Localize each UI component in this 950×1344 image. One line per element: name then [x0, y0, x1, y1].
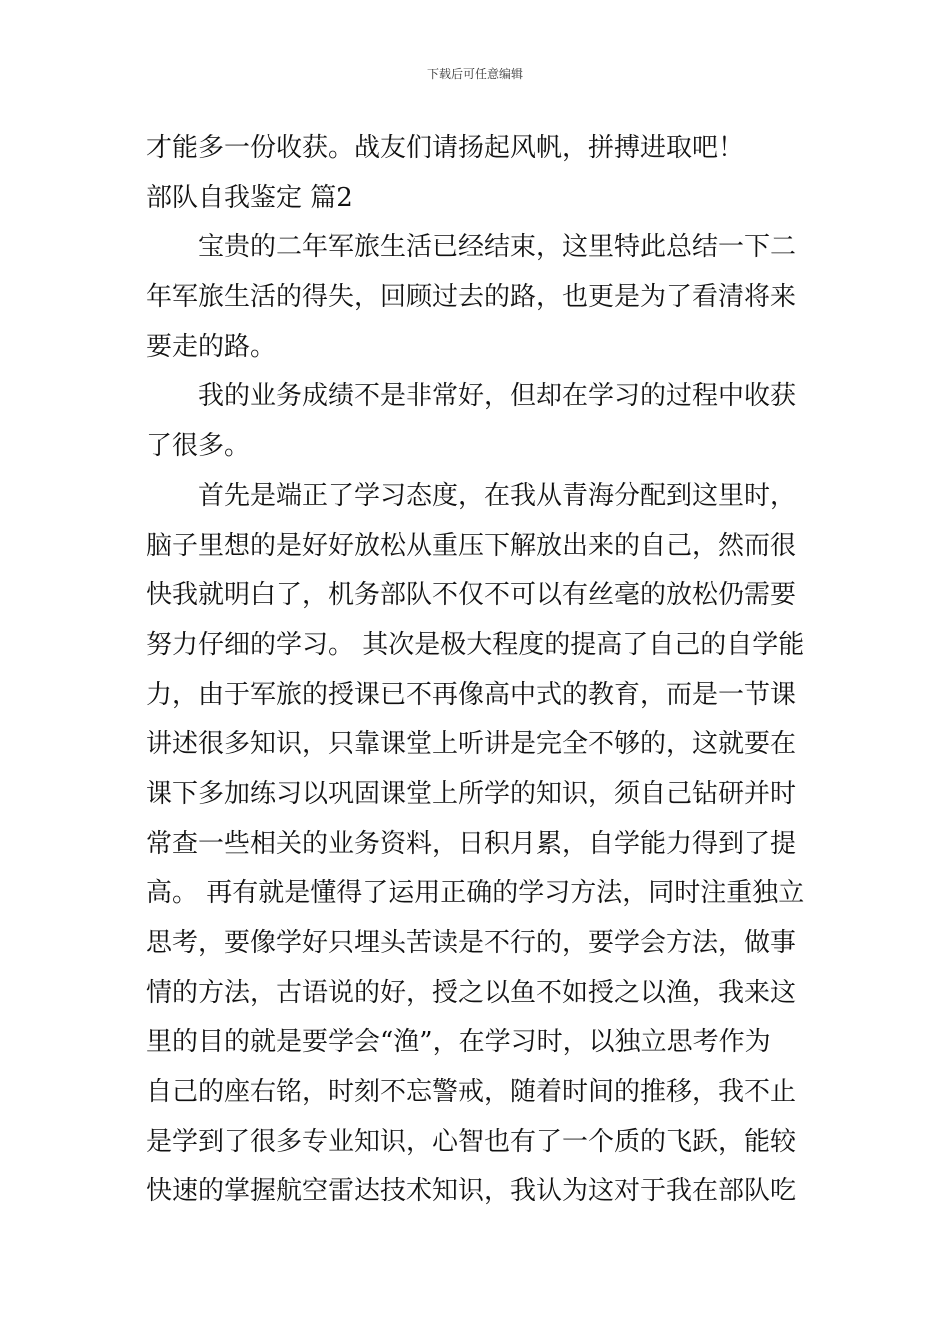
text-line: 首先是端正了学习态度，在我从青海分配到这里时， [198, 480, 797, 511]
document-body [146, 124, 808, 1217]
text-line: 自己的座右铭，时刻不忘警戒，随着时间的推移，我不止 [146, 1077, 797, 1108]
text-line: 脑子里想的是好好放松从重压下解放出来的自己，然而很 [146, 530, 797, 561]
text-line: 里的目的就是要学会“渔”，在学习时，以独立思考作为 [146, 1027, 771, 1058]
text-line: 我的业务成绩不是非常好，但却在学习的过程中收获 [198, 381, 797, 412]
text-line: 思考，要像学好只埋头苦读是不行的，要学会方法，做事 [146, 928, 797, 958]
page-header-note: 下载后可任意编辑 [426, 67, 523, 81]
text-line: 要走的路。 [146, 331, 277, 362]
text-line: 了很多。 [146, 431, 251, 462]
text-line: 才能多一份收获。战友们请扬起风帆，拼搏进取吧！ [146, 133, 745, 163]
text-line: 力，由于军旅的授课已不再像高中式的教育，而是一节课 [146, 679, 797, 710]
text-line: 讲述很多知识，只靠课堂上听讲是完全不够的，这就要在 [146, 729, 797, 760]
text-line: 课下多加练习以巩固课堂上所学的知识，须自己钻研并时 [146, 778, 797, 809]
text-line: 高。 再有就是懂得了运用正确的学习方法，同时注重独立 [146, 878, 805, 909]
text-line: 年军旅生活的得失，回顾过去的路，也更是为了看清将来 [146, 282, 797, 313]
text-line: 快我就明白了，机务部队不仅不可以有丝毫的放松仍需要 [146, 580, 797, 611]
text-line: 情的方法，古语说的好，授之以鱼不如授之以渔，我来这 [146, 977, 797, 1008]
text-line: 努力仔细的学习。 其次是极大程度的提高了自己的自学能 [146, 629, 805, 660]
section-heading: 部队自我鉴定 篇2 [146, 182, 353, 213]
text-line: 是学到了很多专业知识，心智也有了一个质的飞跃，能较 [146, 1126, 797, 1157]
text-line: 宝贵的二年军旅生活已经结束，这里特此总结一下二 [198, 232, 797, 263]
text-line: 快速的掌握航空雷达技术知识，我认为这对于我在部队吃 [146, 1176, 797, 1207]
text-line: 常查一些相关的业务资料，日积月累，自学能力得到了提 [146, 828, 797, 859]
